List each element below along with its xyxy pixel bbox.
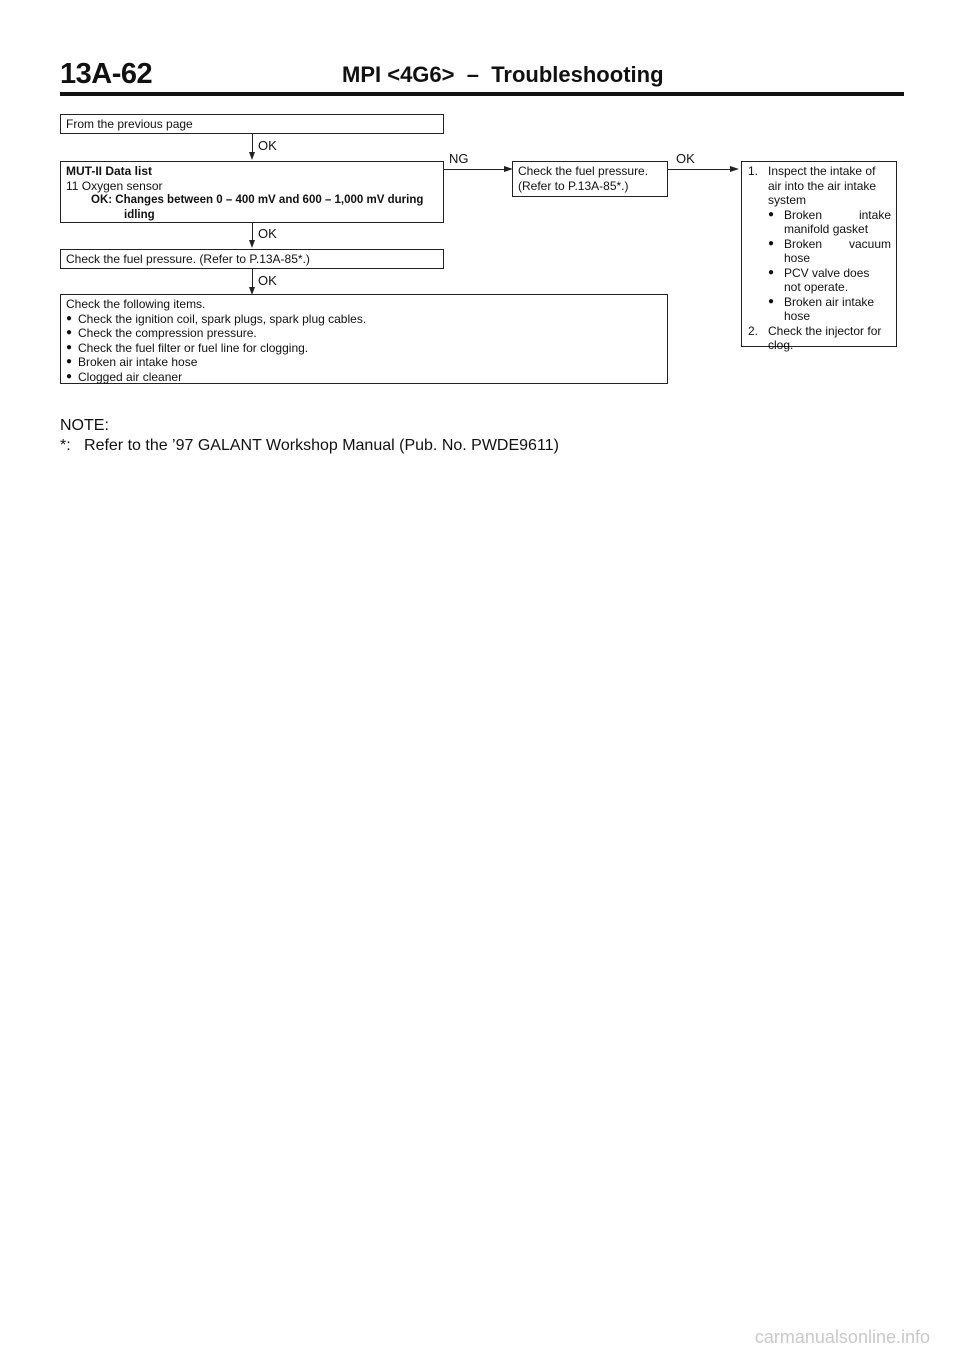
check-item: Check the ignition coil, spark plugs, spark plug cables. <box>78 311 367 326</box>
fuel-ng-line2: (Refer to P.13A-85*.) <box>518 178 629 193</box>
inspect-num-1: 1. <box>748 164 759 178</box>
ok-label-2: OK <box>258 226 277 241</box>
from-previous-page-box <box>60 114 444 134</box>
bullet-icon: ● <box>768 295 775 307</box>
bullet-icon: ● <box>66 312 73 324</box>
mut-title: MUT-II Data list <box>66 164 153 178</box>
ng-label: NG <box>449 151 469 166</box>
check-item: Check the fuel filter or fuel line for clogging. <box>78 340 309 355</box>
bullet-icon: ● <box>66 356 73 367</box>
bullet-4b: hose <box>784 309 811 323</box>
check-item: Broken air intake hose <box>78 355 198 369</box>
bullet-4a: Broken air intake <box>784 294 875 309</box>
check-item: Clogged air cleaner <box>78 369 183 384</box>
bullet-icon: ● <box>768 208 775 220</box>
bullet-2b: vacuum <box>848 236 891 251</box>
note-title: NOTE: <box>60 417 109 434</box>
mut-item: 11 Oxygen sensor <box>66 178 163 193</box>
arrow-down-icon <box>249 240 255 248</box>
arrow-down-icon <box>249 152 255 160</box>
arrow-right-icon <box>730 166 739 172</box>
inspect-line-3: system <box>768 193 807 207</box>
ng-connector-line <box>444 169 507 170</box>
inspect-num-2: 2. <box>748 323 759 338</box>
bullet-2c: hose <box>784 251 811 265</box>
page-title: MPI <4G6> – Troubleshooting <box>342 62 664 87</box>
bullet-2a: Broken <box>784 236 823 251</box>
check-items-box <box>60 294 668 384</box>
ok-label-1: OK <box>258 138 277 153</box>
fuel-pressure-ng-box <box>512 161 668 197</box>
ok-label-3: OK <box>258 273 277 288</box>
bullet-1c: manifold gasket <box>784 222 869 236</box>
bullet-3b: not operate. <box>784 280 849 294</box>
bullet-1a: Broken <box>784 207 823 222</box>
check-items-title: Check the following items. <box>66 297 206 311</box>
bullet-icon: ● <box>66 327 73 338</box>
fuel-ng-line1: Check the fuel pressure. <box>518 164 649 178</box>
note-text: *: Refer to the ’97 GALANT Workshop Manual (Pub. No. PWDE9611) <box>60 437 559 454</box>
mut-data-list-box <box>60 161 444 223</box>
mut-ok-text: Changes between 0 – 400 mV and 600 – 1,000 mV during <box>115 194 424 206</box>
inspect-intake-box <box>741 161 897 352</box>
ok-label-right: OK <box>676 151 695 166</box>
from-previous-page-text: From the previous page <box>66 117 193 131</box>
ok-connector-line <box>668 169 732 170</box>
inspect-line-2: air into the air intake <box>768 178 877 193</box>
bullet-icon: ● <box>66 341 73 353</box>
fuel-pressure-check-text: Check the fuel pressure. (Refer to P.13A-85*.) <box>66 252 310 266</box>
watermark: carmanualsonline.info <box>754 1327 930 1347</box>
fuel-pressure-check-box <box>60 249 444 269</box>
inspect-injector-line-2: clog. <box>768 338 794 352</box>
bullet-icon: ● <box>66 370 73 382</box>
header-rule <box>60 92 904 96</box>
check-item: Check the compression pressure. <box>78 326 257 340</box>
page-code: 13A-62 <box>60 58 153 90</box>
bullet-3a: PCV valve does <box>784 265 870 280</box>
mut-ok-label: OK: <box>91 194 113 206</box>
bullet-icon: ● <box>768 266 775 278</box>
bullet-1b: intake <box>858 207 891 222</box>
inspect-injector-line-1: Check the injector for <box>768 323 882 338</box>
inspect-line-1: Inspect the intake of <box>768 164 876 178</box>
bullet-icon: ● <box>768 237 775 249</box>
mut-ok-text-2: idling <box>124 208 155 221</box>
